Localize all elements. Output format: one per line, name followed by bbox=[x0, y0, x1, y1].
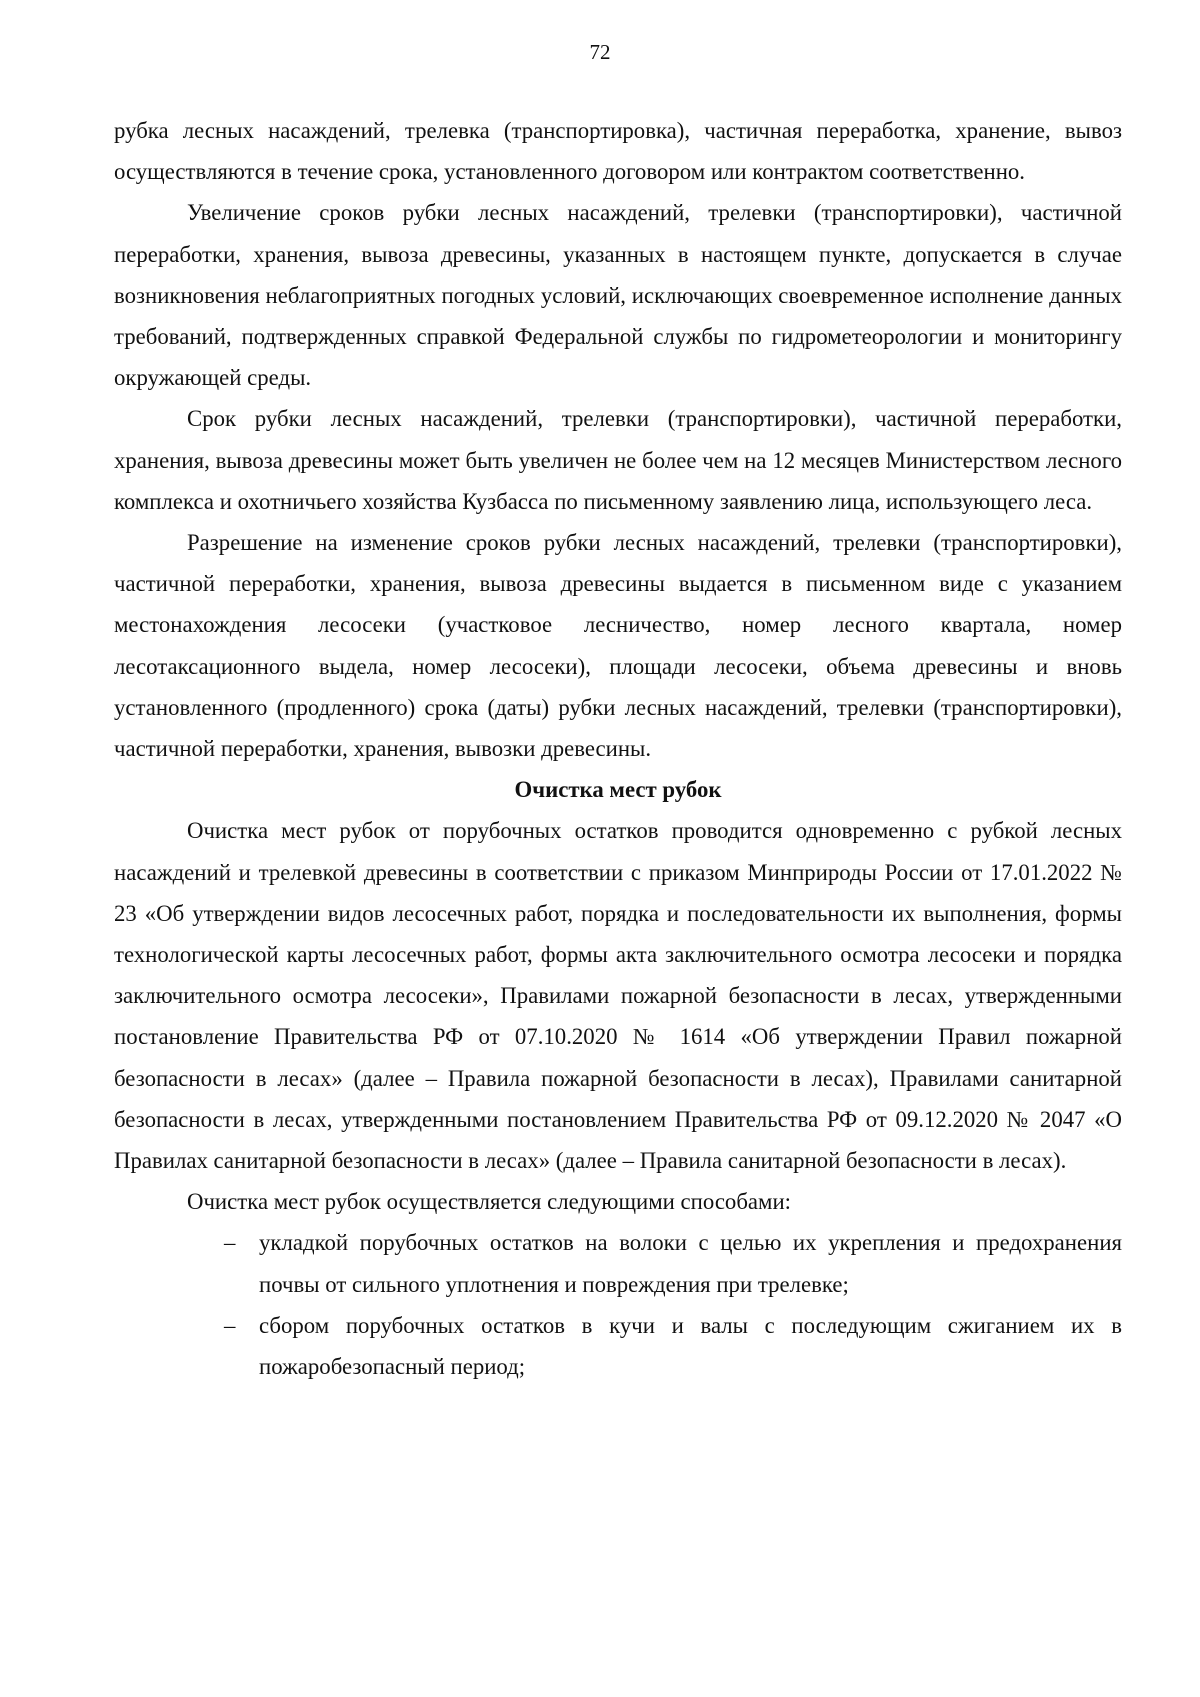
list-item bbox=[114, 1305, 1122, 1387]
list-item-text: сбором порубочных остатков в кучи и валы с последующим сжиганием их в пожаробезопасный период; bbox=[259, 1312, 1122, 1380]
paragraph-extension-period: Срок рубки лесных насаждений, трелевки (транспортировки), частичной переработки, хранения, вывоза древесины может быть увеличен не более чем на 12 месяцев Министерством лесного комплекса и охотничьего хозяйства Кузбасса по письменному заявлению лица, использующего леса. bbox=[114, 406, 1122, 514]
paragraph-cleaning-rules: Очистка мест рубок от порубочных остатков проводится одновременно с рубкой лесных насаждений и трелевкой древесины в соответствии с приказом Минприроды России от 17.01.2022 № 23 «Об утверждении видов лесосечных работ, порядка и последовательности их выполнения, формы технологической карты лесосечных работ, формы акта заключительного осмотра лесосеки и порядка заключительного осмотра лесосеки», Правилами пожарной безопасности в лесах, утвержденными постановление Правительства РФ от 07.10.2020 № 1614 «Об утверждении Правил пожарной безопасности в лесах» (далее – Правила пожарной безопасности в лесах), Правилами санитарной безопасности в лесах, утвержденными постановлением Правительства РФ от 09.12.2020 № 2047 «О Правилах санитарной безопасности в лесах» (далее – Правила санитарной безопасности в лесах). bbox=[114, 818, 1122, 1174]
paragraph-extension-conditions: Увеличение сроков рубки лесных насаждений, трелевки (транспортировки), частичной переработки, хранения, вывоза древесины, указанных в настоящем пункте, допускается в случае возникновения неблагоприятных погодных условий, исключающих своевременное исполнение данных требований, подтвержденных справкой Федеральной службы по гидрометеорологии и мониторингу окружающей среды. bbox=[114, 200, 1122, 391]
paragraph-cleaning-methods-intro: Очистка мест рубок осуществляется следующими способами: bbox=[187, 1189, 792, 1215]
paragraph-extension-permit: Разрешение на изменение сроков рубки лесных насаждений, трелевки (транспортировки), частичной переработки, хранения, вывоза древесины выдается в письменном виде с указанием местонахождения лесосеки (участковое лесничество, номер лесного квартала, номер лесотаксационного выдела, номер лесосеки), площади лесосеки, объема древесины и вновь установленного (продленного) срока (даты) рубки лесных насаждений, трелевки (транспортировки), частичной переработки, хранения, вывозки древесины. bbox=[114, 530, 1122, 762]
section-heading: Очистка мест рубок bbox=[514, 777, 722, 803]
cleaning-methods-list bbox=[114, 1222, 1122, 1387]
list-item-text: укладкой порубочных остатков на волоки с целью их укрепления и предохранения почвы от сильного уплотнения и повреждения при трелевке; bbox=[259, 1230, 1122, 1297]
dash-bullet: – bbox=[224, 1230, 236, 1256]
document-body bbox=[114, 110, 1122, 1387]
list-item bbox=[114, 1222, 1122, 1304]
page-number: 72 bbox=[589, 40, 611, 64]
paragraph-continuation: рубка лесных насаждений, трелевка (транспортировка), частичная переработка, хранение, вывоз осуществляются в течение срока, установленного договором или контрактом соответственно. bbox=[114, 118, 1122, 185]
dash-bullet: – bbox=[224, 1312, 236, 1338]
